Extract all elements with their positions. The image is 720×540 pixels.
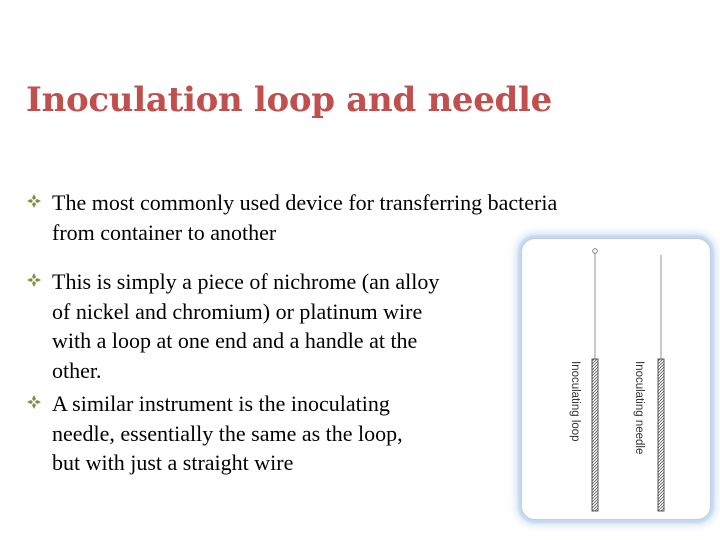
- diamond-bullet-icon: [27, 395, 41, 409]
- loop-and-needle-illustration: [522, 239, 712, 521]
- bullet-2-line-4: other.: [52, 357, 102, 383]
- bullet-2-line-3: with a loop at one end and a handle at the: [52, 328, 418, 353]
- bullet-2-line-1: This is simply a piece of nichrome (an alloy: [52, 269, 440, 294]
- loop-and-needle-figure: [521, 238, 711, 520]
- bullet-item-2: [27, 267, 522, 385]
- slide-title: Inoculation loop and needle: [26, 80, 552, 120]
- inoculating-needle-label: Inoculating needle: [633, 361, 645, 455]
- bullet-3-line-1: A similar instrument is the inoculating: [52, 391, 390, 416]
- diamond-bullet-icon: [27, 194, 41, 208]
- wire-loop-tip: [593, 249, 598, 254]
- diamond-bullet-icon: [27, 273, 41, 287]
- needle-handle: [658, 359, 664, 511]
- loop-handle: [592, 359, 598, 511]
- bullet-1-line-1: The most commonly used device for transferring bacteria: [52, 190, 558, 215]
- bullet-2-line-2: of nickel and chromium) or platinum wire: [52, 298, 423, 324]
- bullet-1-line-2: from container to another: [52, 219, 277, 245]
- inoculating-needle-drawing: [633, 255, 664, 511]
- bullet-3-line-3: but with just a straight wire: [52, 450, 294, 475]
- inoculating-loop-label: Inoculating loop: [569, 361, 581, 442]
- bullet-item-3: [27, 389, 497, 478]
- inoculating-loop-drawing: [569, 249, 598, 511]
- bullet-3-line-2: needle, essentially the same as the loop,: [52, 420, 403, 446]
